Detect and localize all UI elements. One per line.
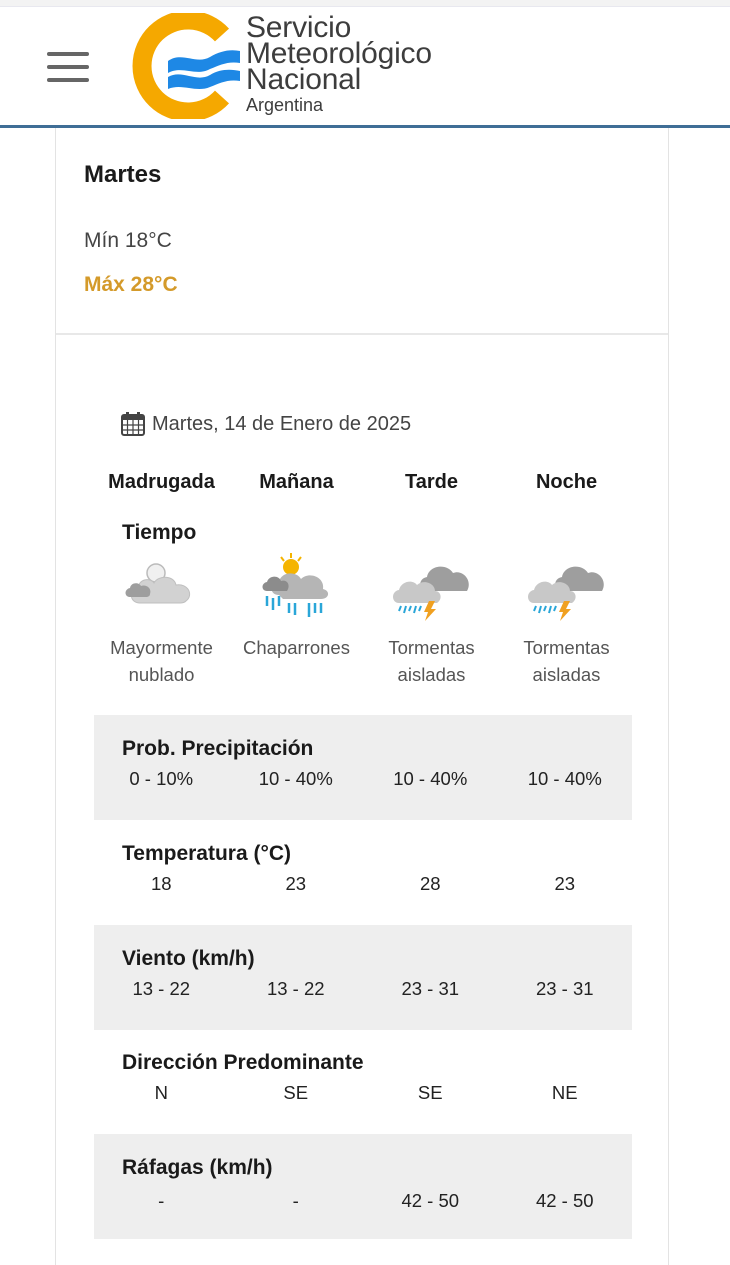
forecast-date-text: Martes, 14 de Enero de 2025 bbox=[152, 412, 412, 435]
hamburger-menu-icon[interactable] bbox=[47, 52, 89, 82]
period-manana: Mañana bbox=[259, 471, 334, 493]
row-value: 23 bbox=[554, 873, 576, 894]
divider bbox=[56, 333, 668, 335]
row-value: 13 - 22 bbox=[132, 978, 191, 999]
period-headers bbox=[94, 471, 634, 494]
row-value: - bbox=[292, 1190, 299, 1211]
weather-desc-manana bbox=[229, 634, 364, 688]
row-value: 42 - 50 bbox=[401, 1190, 460, 1211]
weather-desc-noche bbox=[499, 634, 634, 688]
row-value: 42 - 50 bbox=[535, 1190, 594, 1211]
max-temperature: Máx 28°C bbox=[84, 273, 178, 296]
top-strip bbox=[0, 0, 730, 7]
wind-direction-row bbox=[94, 1029, 632, 1134]
forecast-date bbox=[120, 411, 411, 437]
smn-logo-icon[interactable] bbox=[124, 13, 244, 119]
temperature-row bbox=[94, 820, 632, 925]
weather-descriptions bbox=[94, 634, 634, 688]
row-value: 10 - 40% bbox=[258, 768, 333, 789]
calendar-icon bbox=[120, 411, 146, 437]
row-value: NE bbox=[551, 1082, 578, 1103]
row-value: 23 bbox=[285, 873, 307, 894]
period-noche: Noche bbox=[535, 471, 598, 493]
row-title: Temperatura (°C) bbox=[122, 842, 292, 865]
desc-line: Mayormente bbox=[110, 637, 213, 658]
period-madrugada: Madrugada bbox=[108, 471, 215, 493]
precipitation-row bbox=[94, 715, 632, 820]
showers-icon bbox=[257, 551, 337, 621]
row-value: 18 bbox=[150, 873, 172, 894]
weather-icons bbox=[94, 551, 634, 621]
row-value: 23 - 31 bbox=[535, 978, 594, 999]
row-value: 10 - 40% bbox=[393, 768, 468, 789]
row-title: Viento (km/h) bbox=[122, 947, 255, 970]
desc-line: aisladas bbox=[397, 664, 466, 685]
row-value: 23 - 31 bbox=[401, 978, 460, 999]
isolated-storms-icon bbox=[526, 551, 608, 621]
desc-line: nublado bbox=[128, 664, 195, 685]
brand-country: Argentina bbox=[246, 95, 324, 115]
isolated-storms-icon bbox=[391, 551, 473, 621]
row-value: 28 bbox=[419, 873, 441, 894]
period-tarde: Tarde bbox=[405, 471, 458, 493]
row-value: N bbox=[154, 1082, 168, 1103]
row-value: SE bbox=[417, 1082, 443, 1103]
row-title: Dirección Predominante bbox=[122, 1051, 364, 1074]
brand-line-1: Servicio bbox=[246, 11, 352, 44]
desc-line: Chaparrones bbox=[243, 637, 350, 658]
row-value: SE bbox=[283, 1082, 309, 1103]
partly-cloudy-night-icon bbox=[122, 551, 202, 615]
row-title: Ráfagas (km/h) bbox=[122, 1156, 273, 1179]
desc-line: Tormentas bbox=[388, 637, 475, 658]
weather-label: Tiempo bbox=[122, 521, 197, 544]
desc-line: aisladas bbox=[532, 664, 601, 685]
brand-line-3: Nacional bbox=[246, 63, 362, 96]
gusts-row bbox=[94, 1134, 632, 1239]
row-value: 0 - 10% bbox=[129, 768, 194, 789]
weather-desc-madrugada bbox=[94, 634, 229, 688]
brand-name[interactable] bbox=[246, 11, 432, 116]
forecast-card bbox=[55, 128, 669, 1265]
weather-desc-tarde bbox=[364, 634, 499, 688]
day-title: Martes bbox=[84, 161, 162, 188]
row-value: 13 - 22 bbox=[266, 978, 325, 999]
min-temperature: Mín 18°C bbox=[84, 229, 172, 252]
row-title: Prob. Precipitación bbox=[122, 737, 314, 760]
wind-row bbox=[94, 925, 632, 1030]
row-value: - bbox=[158, 1190, 165, 1211]
row-value: 10 - 40% bbox=[527, 768, 602, 789]
brand-line-2: Meteorológico bbox=[246, 37, 432, 70]
desc-line: Tormentas bbox=[523, 637, 610, 658]
site-header bbox=[0, 7, 730, 128]
